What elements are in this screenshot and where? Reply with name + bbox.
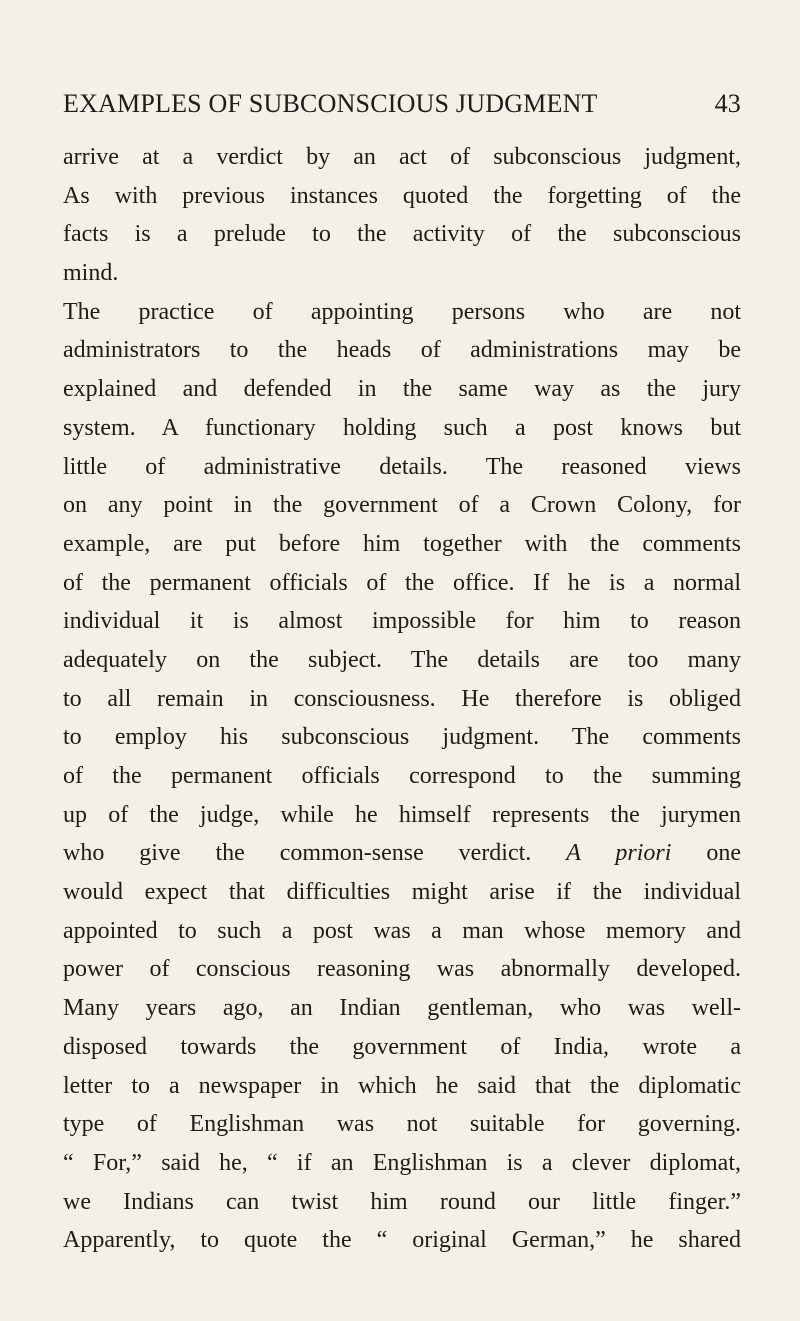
text-line: power of conscious reasoning was abnormally developed.: [63, 956, 741, 983]
page-number: 43: [714, 89, 741, 118]
text-line: up of the judge, while he himself represents the jurymen: [63, 801, 741, 828]
text-line: appointed to such a post was a man whose memory and: [63, 917, 741, 944]
text-line: system. A functionary holding such a post knows but: [63, 414, 741, 441]
text-segment: one: [706, 840, 741, 867]
text-line: disposed towards the government of India, wrote a: [63, 1033, 741, 1060]
chapter-title: EXAMPLES OF SUBCONSCIOUS JUDGMENT: [63, 89, 598, 118]
text-line: Many years ago, an Indian gentleman, who was well-: [63, 995, 741, 1022]
text-line: we Indians can twist him round our little finger.”: [63, 1188, 741, 1215]
paragraph-start-line: The practice of appointing persons who are not: [63, 298, 741, 325]
text-line: explained and defended in the same way as the jury: [63, 376, 741, 403]
text-line-with-italic: [63, 834, 741, 873]
text-line: would expect that difficulties might arise if the individual: [63, 879, 741, 906]
text-line: of the permanent officials correspond to the summing: [63, 763, 741, 789]
text-line: Apparently, to quote the “ original German,” he shared: [63, 1227, 741, 1254]
text-line: example, are put before him together with the comments: [63, 530, 741, 557]
text-line: of the permanent officials of the office. If he is a normal: [63, 569, 741, 596]
text-line: As with previous instances quoted the forgetting of the: [63, 182, 741, 209]
text-line: arrive at a verdict by an act of subconscious judgment,: [63, 144, 741, 170]
text-line: to all remain in consciousness. He therefore is obliged: [63, 685, 741, 712]
body-text: [63, 138, 741, 1260]
text-line: mind.: [63, 260, 119, 287]
text-line: “ For,” said he, “ if an Englishman is a clever diplomat,: [63, 1149, 741, 1176]
running-head: [63, 86, 741, 122]
text-segment: who give the common-sense verdict.: [63, 840, 532, 867]
text-line: little of administrative details. The reasoned views: [63, 453, 741, 480]
text-line: letter to a newspaper in which he said that the diplomatic: [63, 1072, 741, 1099]
text-line: on any point in the government of a Crown Colony, for: [63, 492, 741, 519]
italic-phrase: A priori: [566, 840, 672, 867]
text-line: administrators to the heads of administrations may be: [63, 337, 741, 364]
text-line: to employ his subconscious judgment. The comments: [63, 724, 741, 751]
text-line: individual it is almost impossible for him to reason: [63, 608, 741, 635]
text-line: type of Englishman was not suitable for governing.: [63, 1111, 741, 1138]
text-line: adequately on the subject. The details are too many: [63, 646, 741, 673]
text-line: facts is a prelude to the activity of the subconscious: [63, 221, 741, 248]
